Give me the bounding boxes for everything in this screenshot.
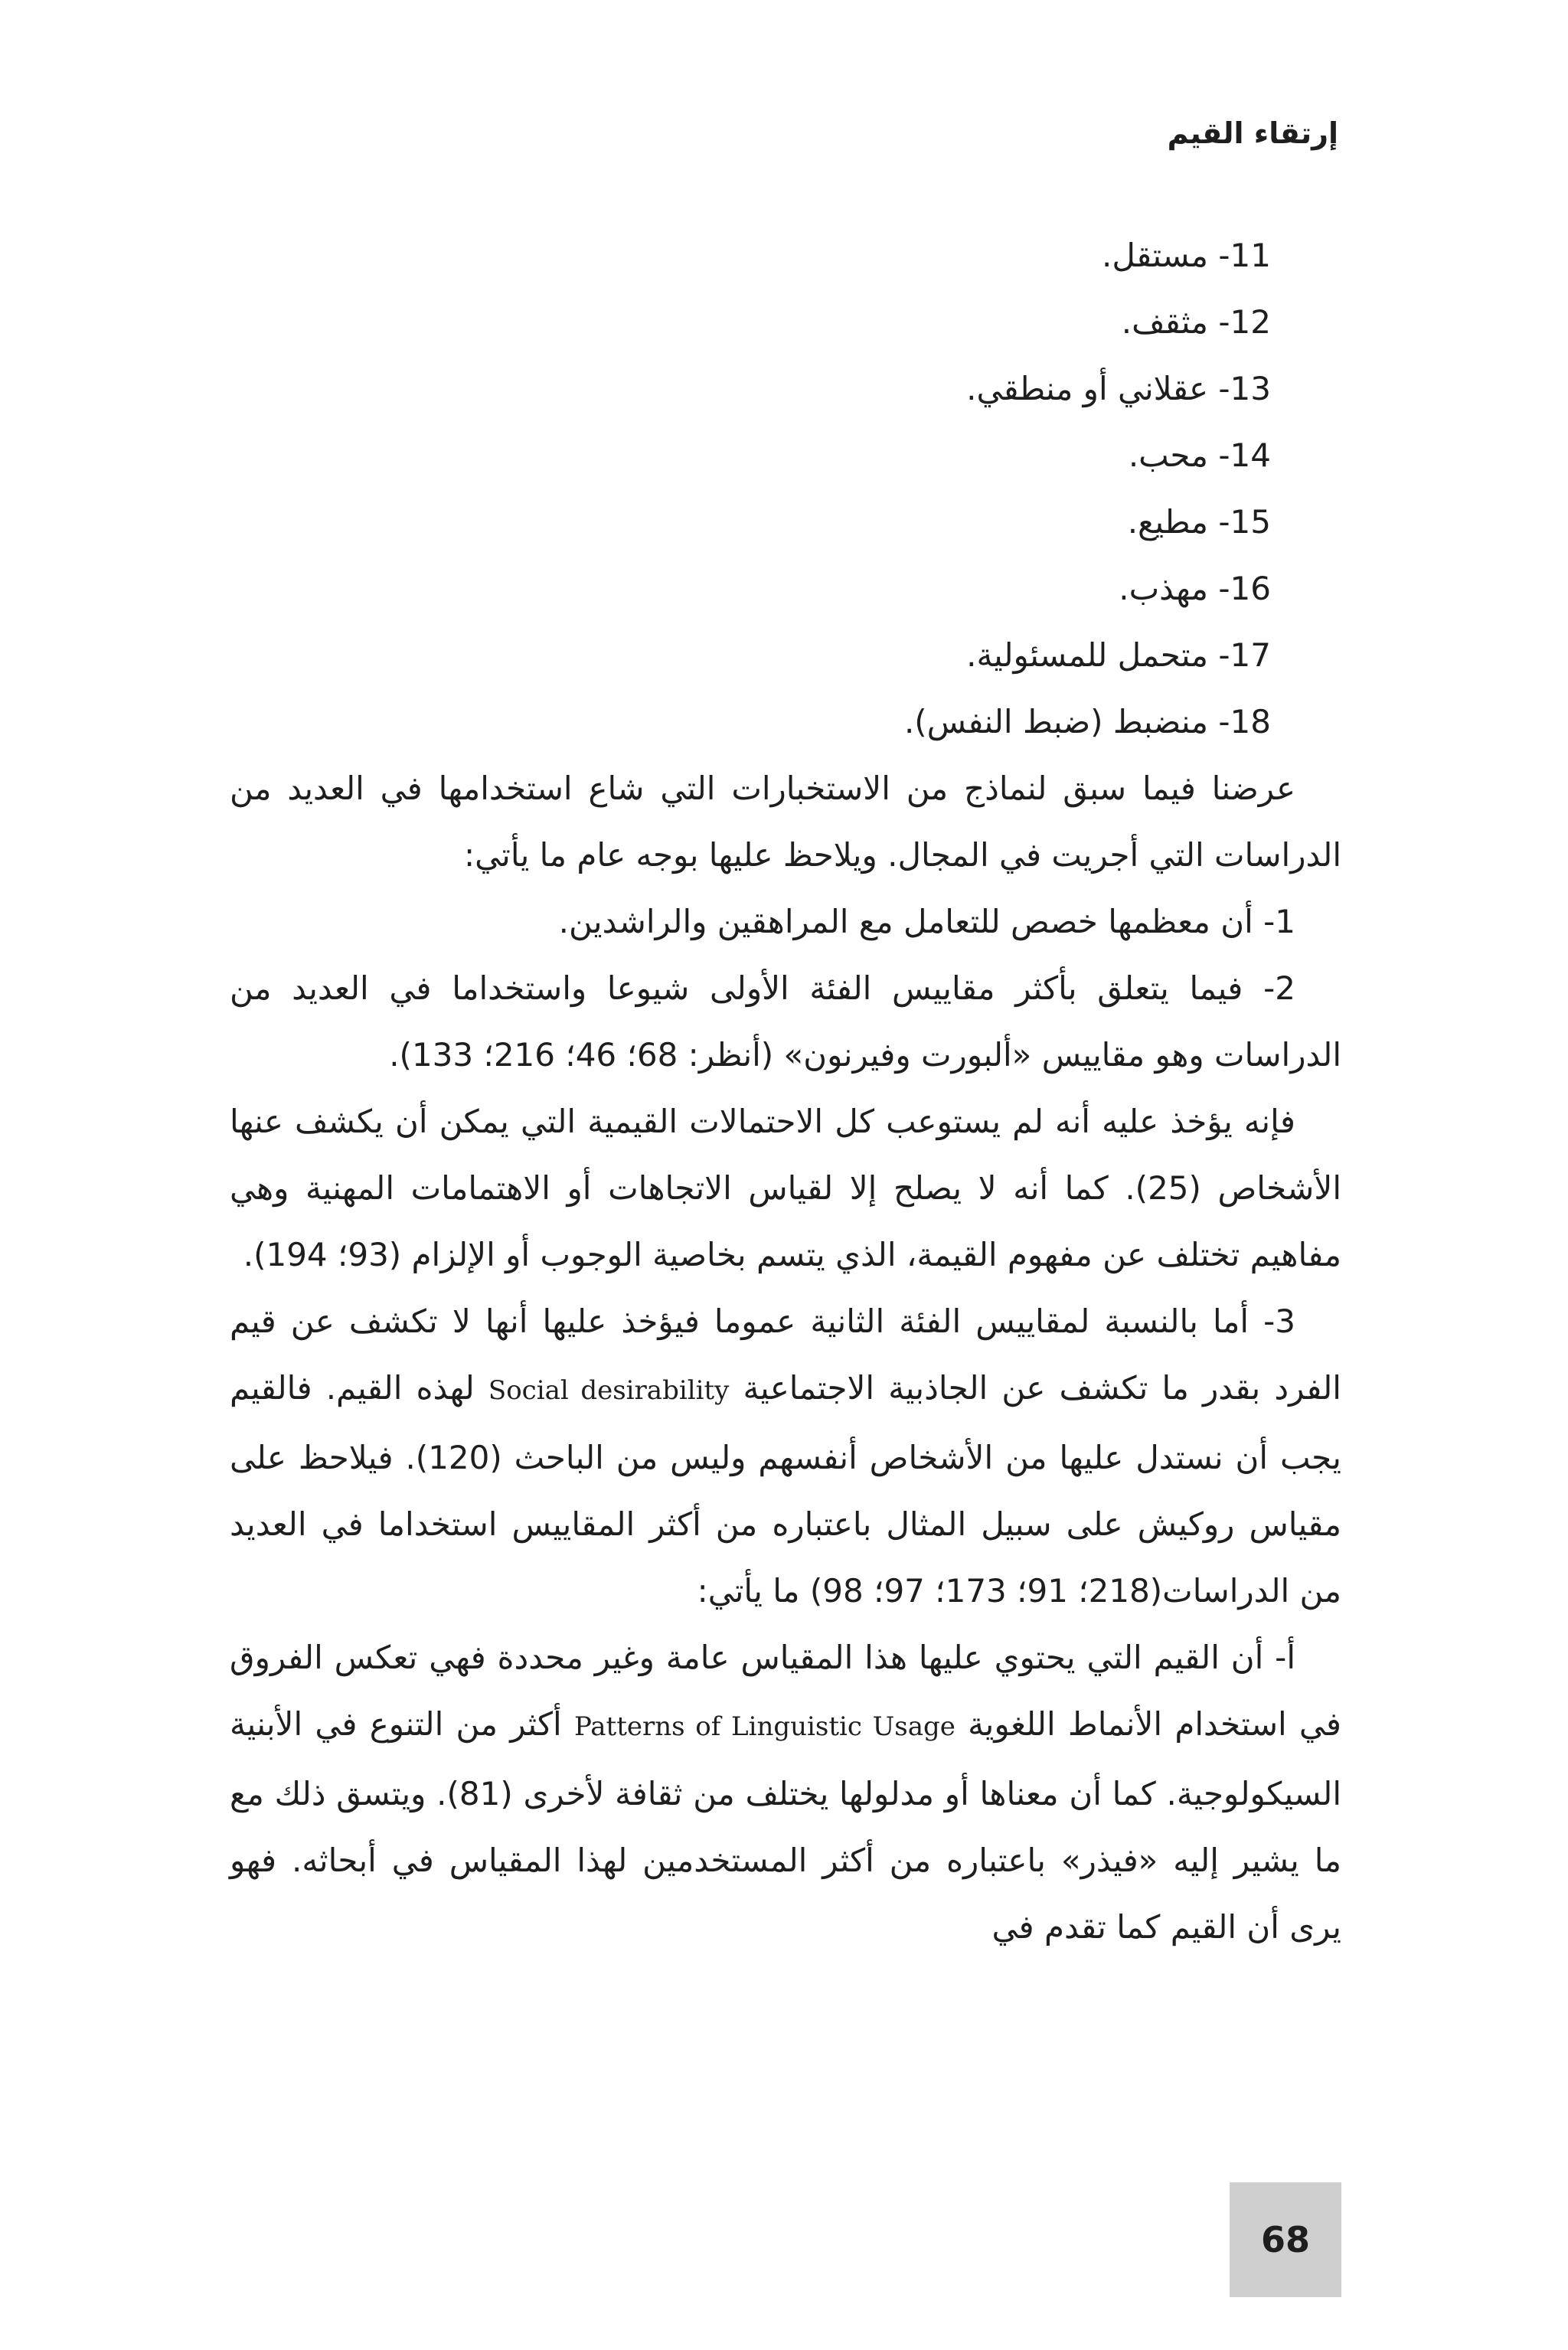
page-number: 68 [1230,2182,1341,2297]
latin-term: Patterns of Linguistic Usage [573,1711,956,1742]
text-segment: أكثر من التنوع في الأبنية السيكولوجية. كما أن معناها أو مدلولها يختلف من ثقافة لأخرى (81). ويتسق ذلك مع ما يشير إليه «فيذر» باعتباره من أكثر المستخدمين لهذا المقياس في أبحاثه. فهو يرى أن القيم كما تقدم في [230,1705,1341,1946]
running-header: إرتقاء القيم [1167,116,1338,150]
text-segment: لهذه القيم. فالقيم يجب أن نستدل عليها من الأشخاص أنفسهم وليس من الباحث (120). فيلاحظ على مقياس روكيش على سبيل المثال باعتباره من أكثر المقاييس استخداما في العديد من الدراسات(218؛ 91؛ 173؛ 97؛ 98) ما يأتي: [230,1369,1341,1610]
body-text [230,222,1341,1960]
paragraph-critique: فإنه يؤخذ عليه أنه لم يستوعب كل الاحتمالات القيمية التي يمكن أن يكشف عنها الأشخاص (25). كما أنه لا يصلح إلا لقياس الاتجاهات أو الاهتمامات المهنية وهي مفاهيم تختلف عن مفهوم القيمة، الذي يتسم بخاصية الوجوب أو الإلزام (93؛ 194). [230,1103,1341,1273]
list-item: 18- منضبط (ضبط النفس). [903,703,1271,740]
list-item: 17- متحمل للمسئولية. [966,636,1271,674]
text-segment: 3- أما بالنسبة لمقاييس الفئة الثانية عموما فيؤخذ عليها أنها لا تكشف عن قيم الفرد بقدر ما تكشف عن الجاذبية الاجتماعية [230,1302,1341,1407]
list-item: 13- عقلاني أو منطقي. [966,370,1271,407]
paragraph-point-1: 1- أن معظمها خصص للتعامل مع المراهقين والراشدين. [558,903,1295,940]
paragraph-intro: عرضنا فيما سبق لنماذج من الاستخبارات التي شاع استخدامها في العديد من الدراسات التي أجريت في المجال. ويلاحظ عليها بوجه عام ما يأتي: [230,770,1341,874]
text-segment: أ- أن القيم التي يحتوي عليها هذا المقياس عامة وغير محددة فهي تعكس الفروق في استخدام الأنماط اللغوية [230,1639,1341,1743]
list-item: 12- مثقف. [1121,303,1271,341]
paragraph-point-2: 2- فيما يتعلق بأكثر مقاييس الفئة الأولى شيوعا واستخداما في العديد من الدراسات وهو مقاييس «ألبورت وفيرنون» (أنظر: 68؛ 46؛ 216؛ 133). [230,969,1341,1074]
latin-term: Social desirability [488,1375,730,1406]
list-item: 15- مطيع. [1127,503,1271,541]
list-item: 16- مهذب. [1119,570,1271,607]
list-item: 11- مستقل. [1101,237,1271,274]
paragraph-point-a [230,1624,1341,1960]
paragraph-point-3 [230,1288,1341,1624]
list-item: 14- محب. [1128,436,1271,474]
